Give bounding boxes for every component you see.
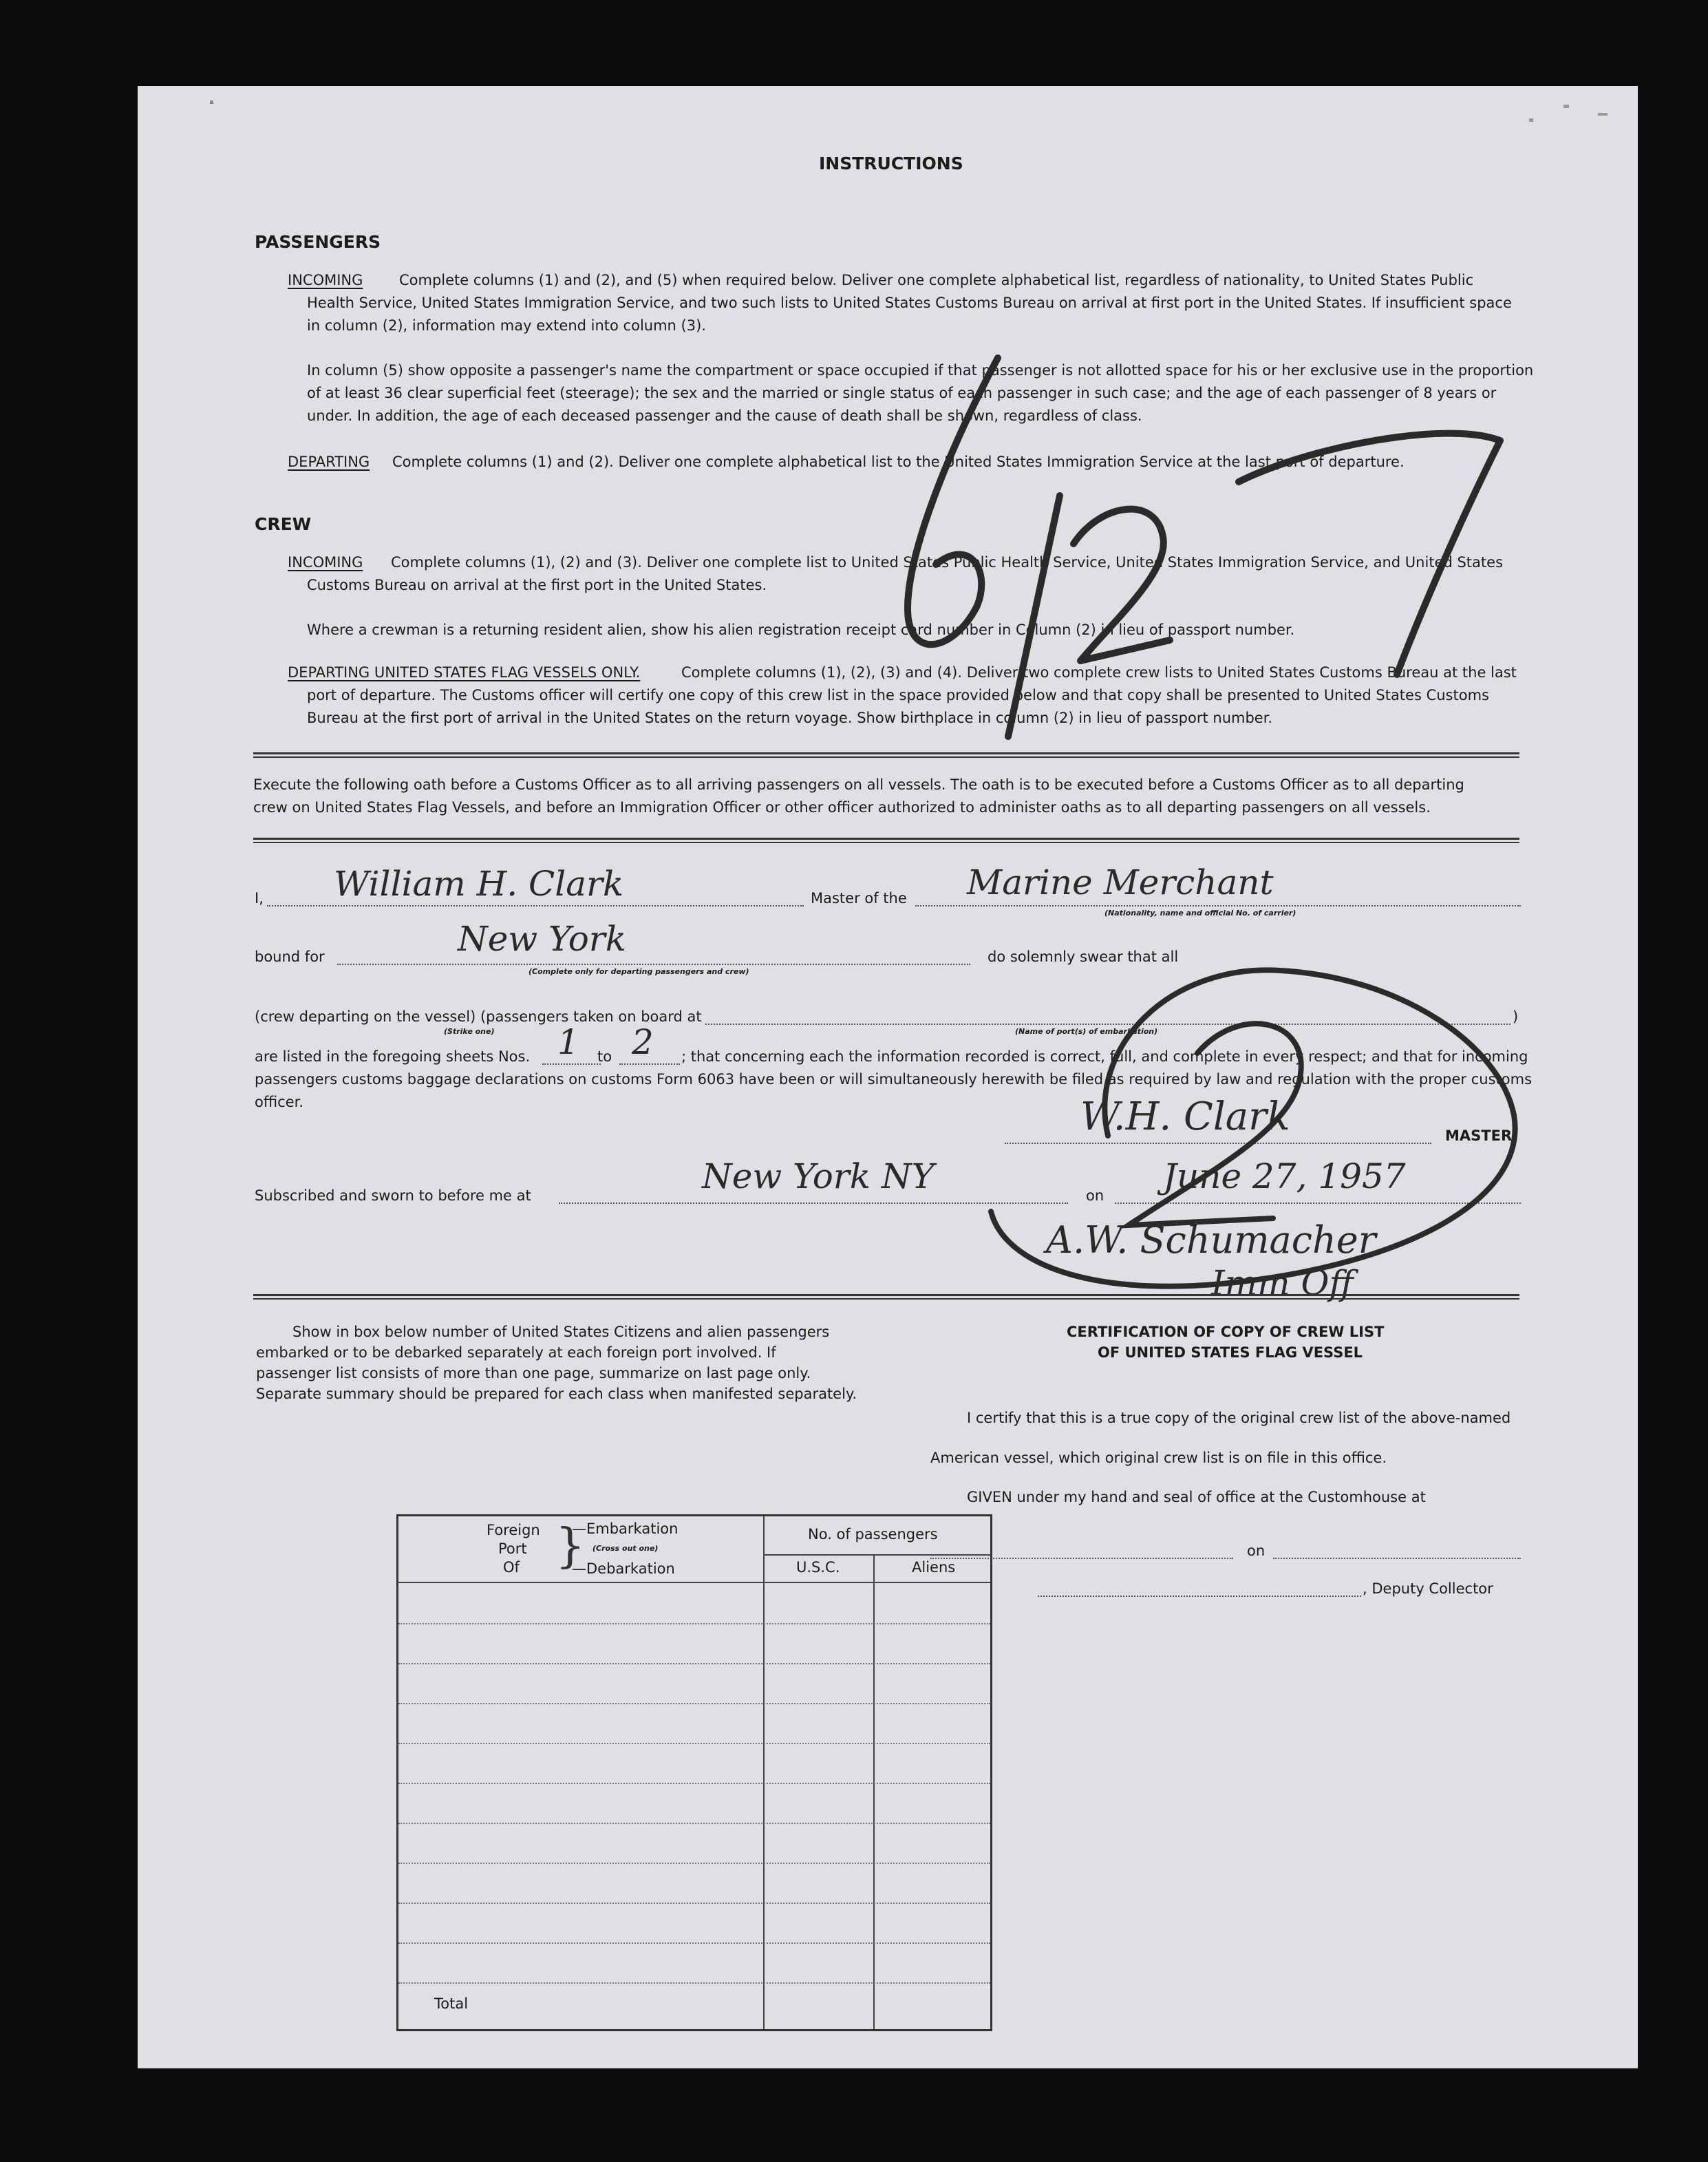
declaration-line3: officer. (255, 1094, 303, 1110)
passengers-departing-text: Complete columns (1) and (2). Deliver one complete alphabetical list to the United States Immigration Service at the last port of departure. (392, 454, 1405, 470)
crew-resident-text: Where a crewman is a returning resident alien, show his alien registration receipt card number in Column (2) in lieu of passport number. (307, 622, 1295, 638)
crew-departing-line1: Complete columns (1), (2), (3) and (4). Deliver two complete crew lists to United States Customs Bureau at the last (681, 664, 1517, 681)
table-row (398, 1903, 990, 1904)
swear-label: do solemnly swear that all (988, 948, 1179, 965)
declaration-line1: ; that concerning each the information recorded is correct, full, and complete in every respect; and that for incoming (681, 1048, 1528, 1065)
crew-departing-line3: Bureau at the first port of arrival in the United States on the return voyage. Show birthplace in column (2) in lieu of passport number. (307, 710, 1273, 726)
master-name: William H. Clark (334, 864, 624, 904)
certification-date-line (1273, 1558, 1521, 1559)
section-divider (253, 1294, 1519, 1300)
summary-instructions-line2: embarked or to be debarked separately at each foreign port involved. If (256, 1344, 776, 1361)
table-row (398, 1863, 990, 1864)
ports-hint: (Name of port(s) of embarkation) (1015, 1027, 1158, 1036)
oath-intro-line2: crew on United States Flag Vessels, and before an Immigration Officer or other officer authorized to administer oaths as to all departing passengers on all vessels. (253, 799, 1431, 816)
column5-line3: under. In addition, the age of each deceased passenger and the cause of death shall be shown, regardless of class. (307, 407, 1142, 424)
vessel-hint: (Nationality, name and official No. of carrier) (1104, 909, 1296, 918)
ports-close-paren: ) (1513, 1008, 1519, 1025)
passengers-incoming-line3: in column (2), information may extend into column (3). (307, 317, 706, 334)
passengers-incoming-line2: Health Service, United States Immigration Service, and two such lists to United States Customs Bureau on arrival at first port in the United States. If insufficient space (307, 295, 1512, 311)
scan-speck (210, 100, 213, 104)
sheet-to: 2 (632, 1022, 654, 1062)
no-passengers-header: No. of passengers (808, 1526, 938, 1543)
sheets-to-label: to (597, 1048, 612, 1065)
master-of-label: Master of the (811, 890, 907, 907)
embarkation-label: —Embarkation (572, 1520, 679, 1537)
passengers-incoming-line1: Complete columns (1) and (2), and (5) when required below. Deliver one complete alphabetical list, regardless of nationality, to United States Public (399, 272, 1474, 288)
sheet-from: 1 (557, 1022, 579, 1062)
officer-signature: A.W. Schumacher (1046, 1218, 1376, 1262)
section-divider (253, 838, 1519, 843)
column5-line2: of at least 36 clear superficial feet (steerage); the sex and the married or single status of each passenger in such case; and the age of each passenger of 8 years or (307, 385, 1497, 401)
table-row (398, 1703, 990, 1704)
table-row (398, 1623, 990, 1624)
strike-hint: (Strike one) (444, 1027, 495, 1036)
header-bottom-rule (398, 1582, 990, 1583)
instructions-title: INSTRUCTIONS (819, 153, 963, 173)
destination-hint: (Complete only for departing passengers and crew) (529, 967, 749, 976)
crew-departing-label: DEPARTING UNITED STATES FLAG VESSELS ONLY. (288, 664, 641, 681)
sheet-to-line (619, 1063, 680, 1065)
cross-out-hint: (Cross out one) (593, 1544, 659, 1553)
table-row (398, 1743, 990, 1744)
declaration-line2: passengers customs baggage declarations on customs Form 6063 have been or will simultaneously herewith be filed as required by law and regulation with the proper customs (255, 1071, 1533, 1088)
certification-title-line2: OF UNITED STATES FLAG VESSEL (1098, 1344, 1363, 1361)
crew-heading: CREW (255, 514, 312, 534)
passengers-heading: PASSENGERS (255, 232, 381, 252)
form-page (138, 86, 1638, 2068)
vessel-name: Marine Merchant (967, 862, 1274, 902)
scan-speck (1529, 118, 1533, 122)
table-row (398, 1783, 990, 1784)
certification-given: GIVEN under my hand and seal of office at the Customhouse at (967, 1489, 1426, 1505)
passenger-summary-table (396, 1514, 992, 2031)
certification-title-line1: CERTIFICATION OF COPY OF CREW LIST (1067, 1324, 1385, 1340)
sworn-date-line (1115, 1202, 1521, 1204)
table-row (398, 1663, 990, 1664)
destination: New York (458, 919, 626, 959)
sworn-place: New York NY (702, 1156, 935, 1196)
ports-line (705, 1024, 1510, 1025)
certification-on-label: on (1247, 1543, 1266, 1559)
bound-for-label: bound for (255, 948, 325, 965)
debarkation-label: —Debarkation (572, 1560, 675, 1577)
master-signature: W.H. Clark (1080, 1094, 1290, 1139)
scan-speck (1598, 113, 1608, 116)
crew-incoming-label: INCOMING (288, 554, 363, 571)
officer-title: Imm Off (1211, 1263, 1354, 1303)
crew-departing-line2: port of departure. The Customs officer will certify one copy of this crew list in the space provided below and that copy shall be presented to United States Customs (307, 687, 1489, 703)
sworn-place-line (559, 1202, 1068, 1204)
crew-passengers-text: (crew departing on the vessel) (passengers taken on board at (255, 1008, 702, 1025)
crew-incoming-line2: Customs Bureau on arrival at the first port in the United States. (307, 577, 767, 593)
table-row (398, 1823, 990, 1824)
brace-icon: } (555, 1519, 586, 1573)
scan-speck (1563, 105, 1569, 108)
sheet-from-line (542, 1063, 601, 1065)
sheets-label: are listed in the foregoing sheets Nos. (255, 1048, 531, 1065)
deputy-collector-label: , Deputy Collector (1363, 1580, 1493, 1597)
summary-instructions-line4: Separate summary should be prepared for each class when manifested separately. (256, 1386, 857, 1402)
col-foreign-port-line3: Of (503, 1559, 520, 1576)
usc-header: U.S.C. (796, 1559, 840, 1576)
sworn-on-label: on (1086, 1187, 1104, 1204)
table-row (398, 1982, 990, 1984)
col-foreign-port-line2: Port (498, 1540, 527, 1557)
header-divider (763, 1554, 990, 1556)
crew-incoming-line1: Complete columns (1), (2) and (3). Deliver one complete list to United States Public Health Service, United States Immigration Service, and United States (391, 554, 1504, 571)
oath-intro-line1: Execute the following oath before a Customs Officer as to all arriving passengers on all vessels. The oath is to be executed before a Customs Officer as to all departing (253, 776, 1464, 793)
column-divider (763, 1516, 765, 2029)
table-row (398, 1942, 990, 1944)
subscribed-label: Subscribed and sworn to before me at (255, 1187, 531, 1204)
summary-instructions-line3: passenger list consists of more than one page, summarize on last page only. (256, 1365, 811, 1381)
section-divider (253, 752, 1519, 758)
master-name-line (267, 905, 804, 907)
col-foreign-port-line1: Foreign (487, 1522, 540, 1538)
certification-body-line1: I certify that this is a true copy of the original crew list of the above-named (967, 1410, 1511, 1426)
summary-instructions-line1: Show in box below number of United States Citizens and alien passengers (292, 1324, 830, 1340)
aliens-header: Aliens (912, 1559, 956, 1576)
passengers-departing-label: DEPARTING (288, 454, 370, 470)
oath-i-label: I, (255, 890, 264, 907)
master-label: MASTER (1445, 1127, 1513, 1144)
total-label: Total (434, 1995, 469, 2012)
destination-line (337, 964, 970, 965)
deputy-collector-line (1038, 1596, 1361, 1597)
passengers-incoming-label: INCOMING (288, 272, 363, 288)
certification-body-line2: American vessel, which original crew list is on file in this office. (930, 1450, 1387, 1466)
column5-line1: In column (5) show opposite a passenger's name the compartment or space occupied if that passenger is not allotted space for his or her exclusive use in the proportion (307, 362, 1534, 379)
sworn-date: June 27, 1957 (1163, 1156, 1406, 1196)
column-divider (873, 1554, 875, 2029)
vessel-line (915, 905, 1521, 907)
master-signature-line (1005, 1143, 1431, 1144)
